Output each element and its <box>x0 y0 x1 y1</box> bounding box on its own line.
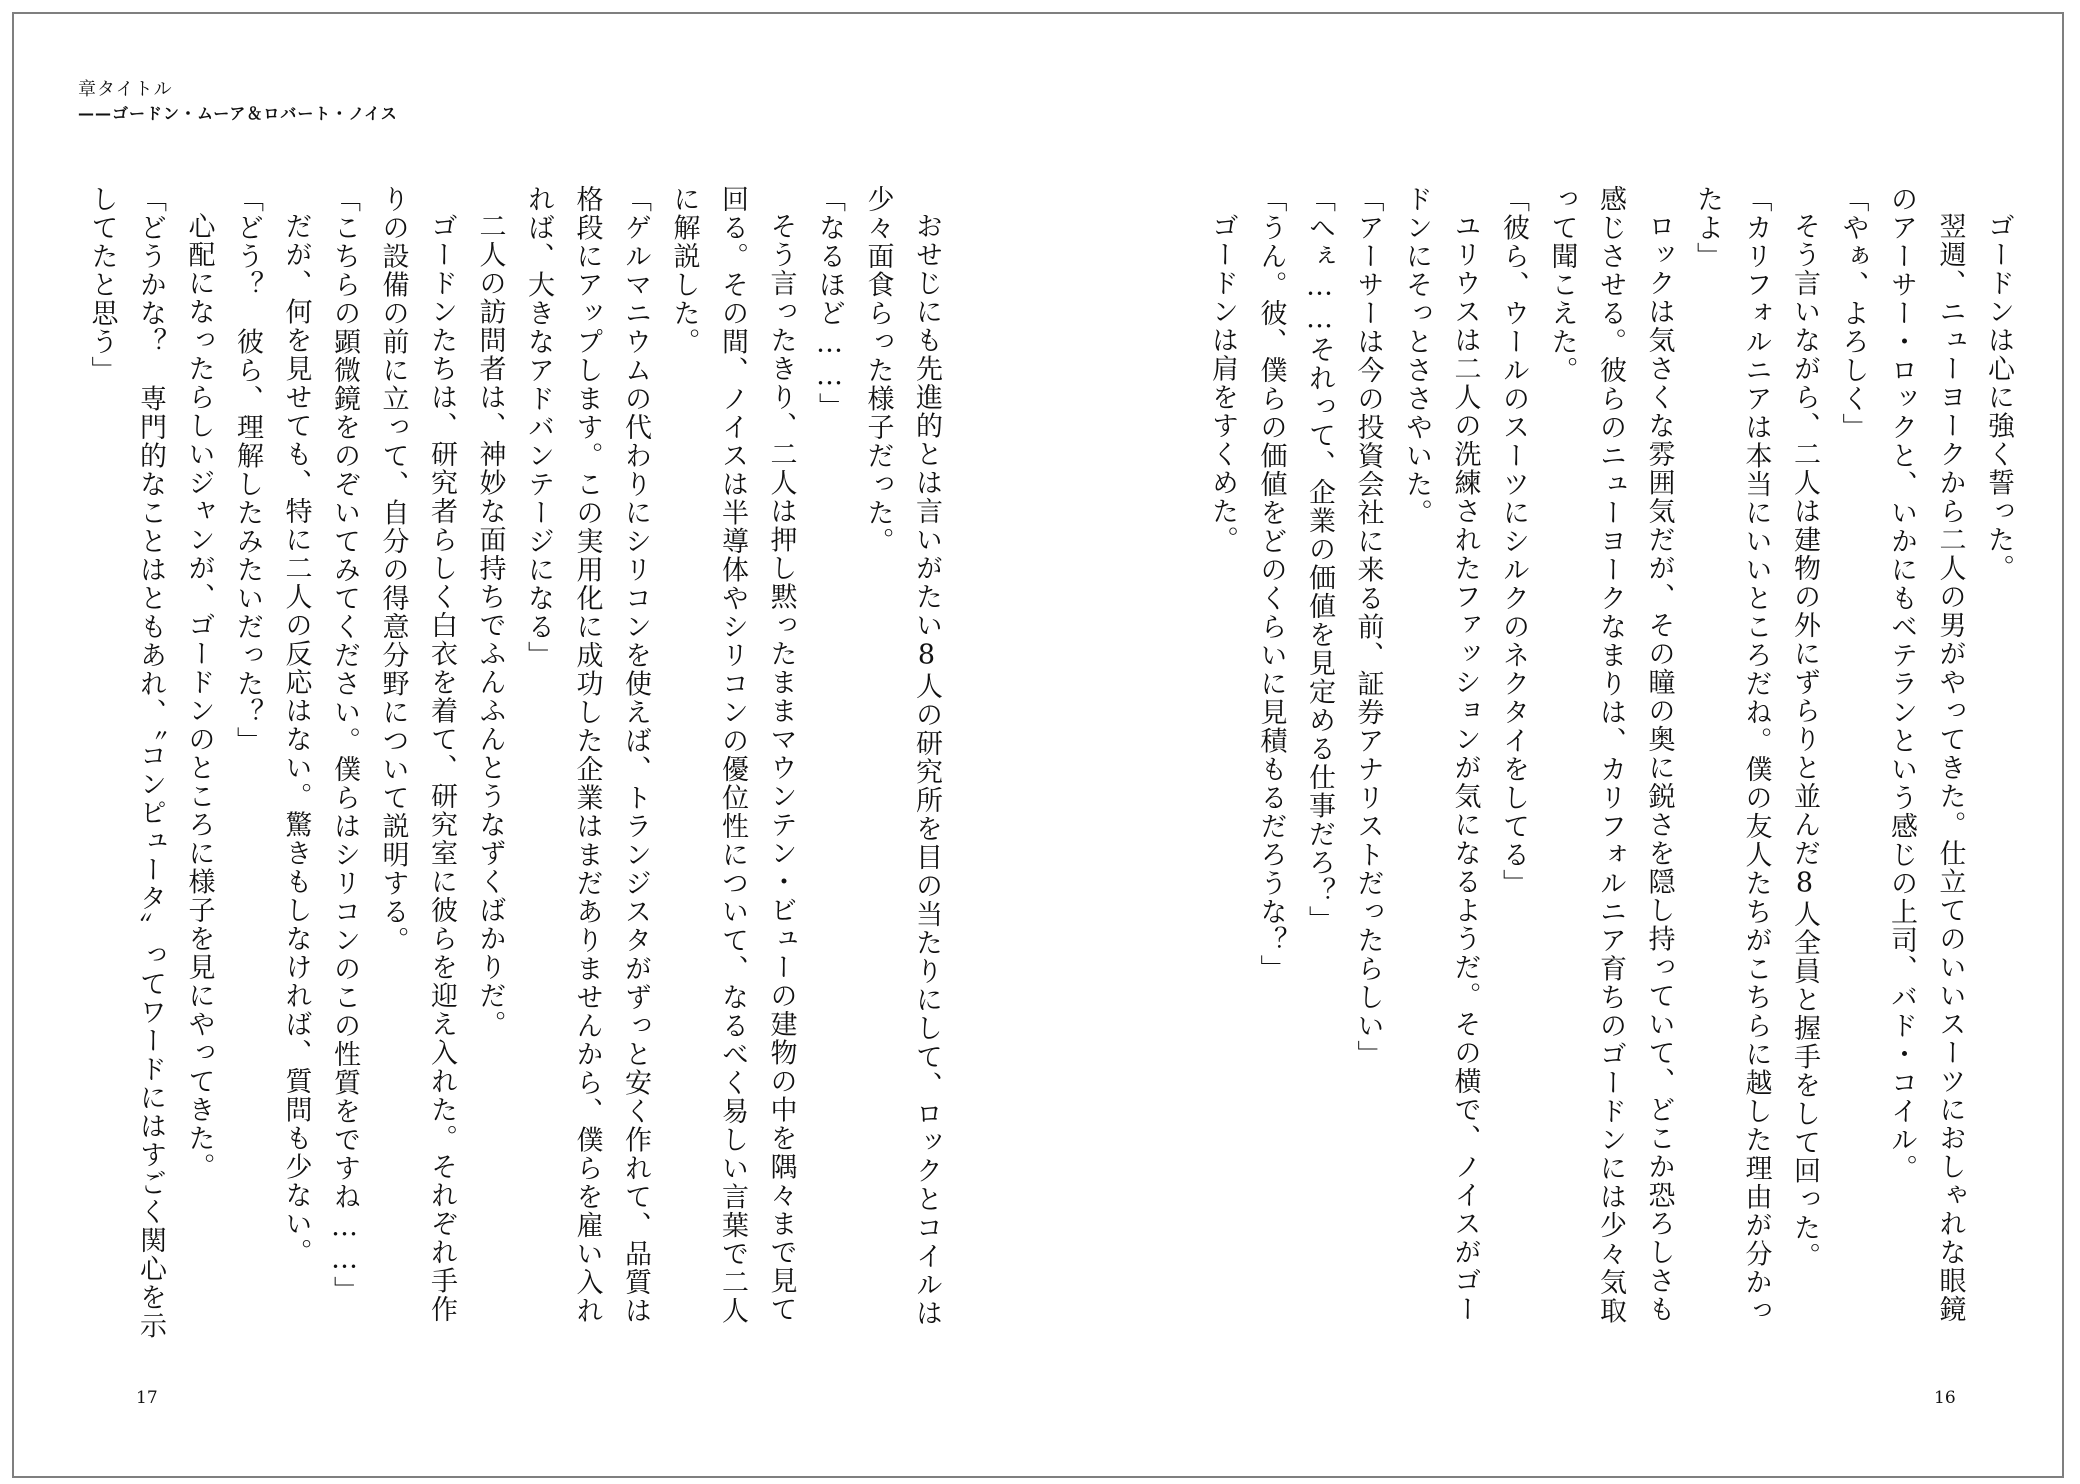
page-number-right: 16 <box>1934 1388 1956 1408</box>
chapter-subtitle: ——ゴードン・ムーア＆ロバート・ノイス <box>78 104 398 123</box>
page-number-left: 17 <box>136 1388 158 1408</box>
dialogue: 「ゲルマニウムの代わりにシリコンを使えば、トランジスタがずっと安く作れて、品質は格段にアップします。この実用化に成功した企業はまだありませんから、僕らを雇い入れれば、大きなアドバンテージになる」 <box>523 185 651 1325</box>
paragraph: ゴードンは心に強く誓った。 <box>1983 212 2014 583</box>
left-page-body <box>86 185 950 1345</box>
dialogue: 「なるほど……」 <box>814 185 845 421</box>
dialogue: 「うん。彼、僕らの価値をどのくらいに見積もるだろうな？」 <box>1255 185 1287 983</box>
paragraph: 二人の訪問者は、神妙な面持ちでふんふんとうなずくばかりだ。 <box>474 212 506 1039</box>
dialogue: 「カリフォルニアは本当にいいところだね。僕の友人たちがこちらに越した理由が分かったよ」 <box>1692 185 1772 1325</box>
chapter-label: 章タイトル <box>78 79 173 100</box>
dialogue: 「どう？ 彼ら、理解したみたいだった？」 <box>232 185 263 755</box>
chapter-header <box>78 78 458 126</box>
dialogue: 「アーサーは今の投資会社に来る前、証券アナリストだったらしい」 <box>1352 185 1384 1069</box>
paragraph: おせじにも先進的とは言いがたい8人の研究所を目の当たりにして、ロックとコイルは少々面食らった様子だった。 <box>862 185 942 1328</box>
paragraph: ゴードンたちは、研究者らしく白衣を着て、研究室に彼らを迎え入れた。それぞれ手作りの設備の前に立って、自分の得意分野について説明する。 <box>377 185 457 1324</box>
paragraph: ゴードンは肩をすくめた。 <box>1207 212 1238 554</box>
dialogue: 「へぇ……それって、企業の価値を見定める仕事だろ？」 <box>1304 185 1335 934</box>
paragraph: 心配になったらしいジャンが、ゴードンのところに様子を見にやってきた。 <box>183 212 215 1181</box>
paragraph: そう言いながら、二人は建物の外にずらりと並んだ8人全員と握手をして回った。 <box>1789 212 1820 1271</box>
dialogue: 「彼ら、ウールのスーツにシルクのネクタイをしてる」 <box>1498 185 1529 898</box>
dialogue: 「こちらの顕微鏡をのぞいてみてください。僕らはシリコンのこの性質をですね……」 <box>329 185 360 1305</box>
paragraph: そう言ったきり、二人は押し黙ったままマウンテン・ビューの建物の中を隅々まで見て回る。その間、ノイスは半導体やシリコンの優位性について、なるべく易しい言葉で二人に解説した。 <box>668 185 797 1325</box>
paragraph: ロックは気さくな雰囲気だが、その瞳の奥に鋭さを隠し持っていて、どこか恐ろしさも感じさせる。彼らのニューヨークなまりは、カリフォルニア育ちのゴードンには少々気取って聞こえた。 <box>1546 185 1675 1325</box>
paragraph: だが、何を見せても、特に二人の反応はない。驚きもしなければ、質問も少ない。 <box>280 212 312 1267</box>
dialogue: 「やぁ、よろしく」 <box>1837 185 1869 442</box>
dialogue: 「どうかな？ 専門的なことはともあれ、〝コンピュータ〟ってワードにはすごく関心を示してたと思う」 <box>86 185 166 1340</box>
paragraph: ユリウスは二人の洗練されたファッションが気になるようだ。その横で、ノイスがゴードンにそっとささやいた。 <box>1401 185 1481 1324</box>
right-page-body <box>1132 185 2022 1345</box>
paragraph: 翌週、ニューヨークから二人の男がやってきた。仕立てのいいスーツにおしゃれな眼鏡のアーサー・ロックと、いかにもベテランという感じの上司、バド・コイル。 <box>1886 185 1966 1324</box>
